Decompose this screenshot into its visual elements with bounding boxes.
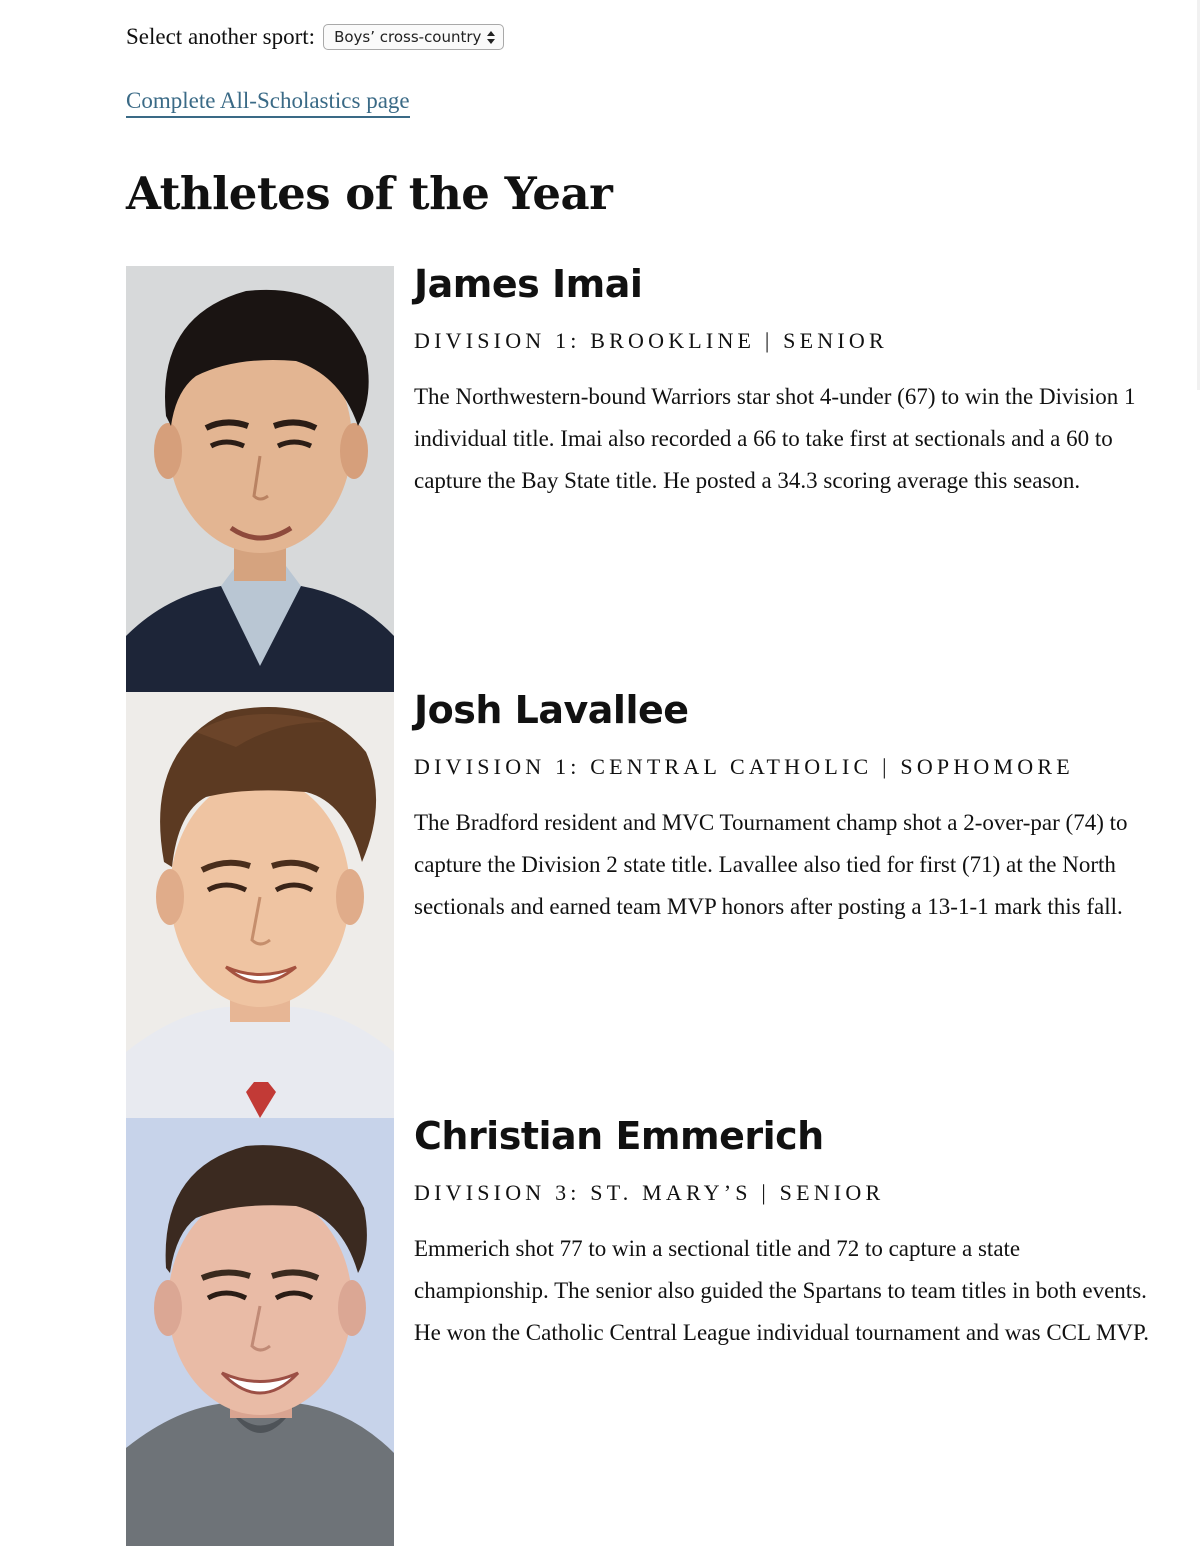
athlete-bio: The Bradford resident and MVC Tournament champ shot a 2-over-par (74) to capture the Division 2 state title. Lavallee also tied for first (71) at the North sectionals and earned team MVP honors after posting a 13-1-1 mark this fall. xyxy=(414,810,1128,919)
sport-selector-label: Select another sport: xyxy=(126,24,316,49)
athlete-name: Christian Emmerich xyxy=(414,1114,824,1158)
athlete-meta: DIVISION 1: BROOKLINE | SENIOR xyxy=(414,328,888,353)
athlete-photo xyxy=(126,692,394,1118)
athlete-portrait-icon xyxy=(126,1118,394,1546)
athlete-card xyxy=(126,1114,1166,1546)
athletes-list xyxy=(126,262,1166,1546)
athlete-name: Josh Lavallee xyxy=(414,688,689,732)
athlete-card xyxy=(126,262,1166,692)
athlete-portrait-icon xyxy=(126,266,394,692)
athlete-meta: DIVISION 3: ST. MARY’S | SENIOR xyxy=(414,1180,885,1205)
athlete-portrait-icon xyxy=(126,692,394,1118)
all-scholastics-link[interactable]: Complete All-Scholastics page xyxy=(126,87,410,118)
athlete-bio: Emmerich shot 77 to win a sectional title and 72 to capture a state championship. The senior also guided the Spartans to team titles in both events. He won the Catholic Central League individual tournament and was CCL MVP. xyxy=(414,1236,1150,1345)
page-title: Athletes of the Year xyxy=(126,167,613,220)
athlete-info xyxy=(414,262,1159,502)
updown-chevron-icon xyxy=(487,31,495,44)
athlete-bio: The Northwestern-bound Warriors star shot 4-under (67) to win the Division 1 individual title. Imai also recorded a 66 to take first at sectionals and a 60 to capture the Bay State title. He posted a 34.3 scoring average this season. xyxy=(414,384,1136,493)
athlete-name: James Imai xyxy=(414,262,643,306)
athlete-card xyxy=(126,688,1166,1118)
athlete-photo xyxy=(126,1118,394,1546)
athlete-info xyxy=(414,688,1159,928)
sport-select-dropdown[interactable] xyxy=(323,24,504,50)
athlete-photo xyxy=(126,266,394,692)
sport-selector-row xyxy=(126,20,504,54)
sport-select-value: Boys’ cross-country xyxy=(334,28,482,46)
athlete-meta: DIVISION 1: CENTRAL CATHOLIC | SOPHOMORE xyxy=(414,754,1074,779)
athlete-info xyxy=(414,1114,1159,1354)
